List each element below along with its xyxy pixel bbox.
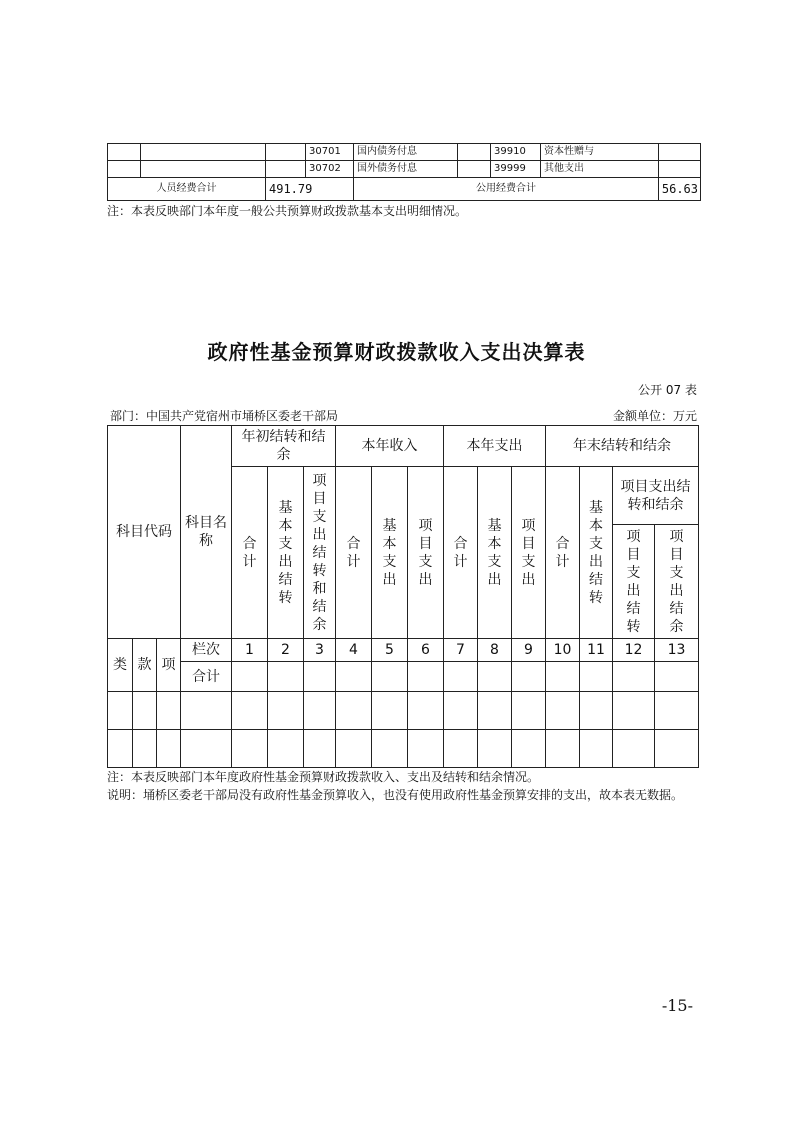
group-opening-balance: 年初结转和结余 [232, 426, 336, 467]
class-label: 类 [108, 639, 133, 692]
col-basic-carry-4: 基本支出结转 [580, 467, 613, 639]
econ-code-cell: 39910 [491, 144, 541, 161]
col-total-2: 合计 [336, 467, 372, 639]
col-number: 8 [478, 639, 512, 662]
row-index-label: 栏次 [181, 639, 232, 662]
table-number: 公开 07 表 [638, 383, 697, 397]
col-number: 10 [546, 639, 580, 662]
col-number: 3 [304, 639, 336, 662]
code-header: 科目代码 [108, 426, 181, 639]
unit-label: 金额单位：万元 [612, 409, 697, 423]
personnel-total-value: 491.79 [266, 178, 354, 201]
econ-name-cell: 国外债务付息 [354, 161, 458, 178]
column-index-row [108, 639, 699, 662]
header-row-1 [108, 426, 699, 467]
econ-name-cell: 资本性赠与 [541, 144, 659, 161]
group-expense: 本年支出 [444, 426, 546, 467]
econ-code-cell: 30702 [306, 161, 354, 178]
public-total-label: 公用经费合计 [354, 178, 659, 201]
col-number: 6 [408, 639, 444, 662]
col-basic-3: 基本支出 [478, 467, 512, 639]
table-row [108, 730, 699, 768]
econ-name-cell: 其他支出 [541, 161, 659, 178]
group-closing-balance: 年末结转和结余 [546, 426, 699, 467]
col-number: 4 [336, 639, 372, 662]
item-label: 项 [157, 639, 181, 692]
col-number: 13 [655, 639, 699, 662]
public-total-value: 56.63 [659, 178, 701, 201]
col-project-carry-balance: 项目支出结转和结余 [304, 467, 336, 639]
group-income: 本年收入 [336, 426, 444, 467]
page-number: -15- [661, 996, 693, 1015]
econ-code-cell: 30701 [306, 144, 354, 161]
total-row [108, 662, 699, 692]
col-basic-carry-1: 基本支出结转 [268, 467, 304, 639]
col-total-4: 合计 [546, 467, 580, 639]
col-project-2: 项目支出 [408, 467, 444, 639]
col-total-1: 合计 [232, 467, 268, 639]
sub-group-project: 项目支出结转和结余 [613, 467, 699, 525]
col-project-balance: 项目支出结余 [655, 525, 699, 639]
col-number: 7 [444, 639, 478, 662]
table-row [108, 692, 699, 730]
col-total-3: 合计 [444, 467, 478, 639]
col-number: 1 [232, 639, 268, 662]
col-number: 9 [512, 639, 546, 662]
table-row [108, 144, 701, 161]
col-number: 2 [268, 639, 304, 662]
government-fund-table [107, 425, 699, 768]
page-title: 政府性基金预算财政拨款收入支出决算表 [207, 340, 586, 364]
personnel-total-label: 人员经费合计 [108, 178, 266, 201]
table-row [108, 161, 701, 178]
col-number: 11 [580, 639, 613, 662]
section-label: 款 [133, 639, 157, 692]
expense-detail-table-continued [107, 143, 701, 201]
col-project-3: 项目支出 [512, 467, 546, 639]
table-explanation: 说明：埇桥区委老干部局没有政府性基金预算收入，也没有使用政府性基金预算安排的支出，故本表无数据。 [107, 788, 684, 802]
table-note: 注：本表反映部门本年度政府性基金预算财政拨款收入、支出及结转和结余情况。 [107, 770, 540, 784]
econ-code-cell: 39999 [491, 161, 541, 178]
department-label: 部门：中国共产党宿州市埇桥区委老干部局 [110, 409, 339, 423]
row-total-label: 合计 [181, 662, 232, 692]
top-table-note: 注：本表反映部门本年度一般公共预算财政拨款基本支出明细情况。 [107, 204, 468, 218]
col-basic-2: 基本支出 [372, 467, 408, 639]
col-project-carry: 项目支出结转 [613, 525, 655, 639]
col-number: 5 [372, 639, 408, 662]
name-header: 科目名称 [181, 426, 232, 639]
col-number: 12 [613, 639, 655, 662]
totals-row [108, 178, 701, 201]
econ-name-cell: 国内债务付息 [354, 144, 458, 161]
